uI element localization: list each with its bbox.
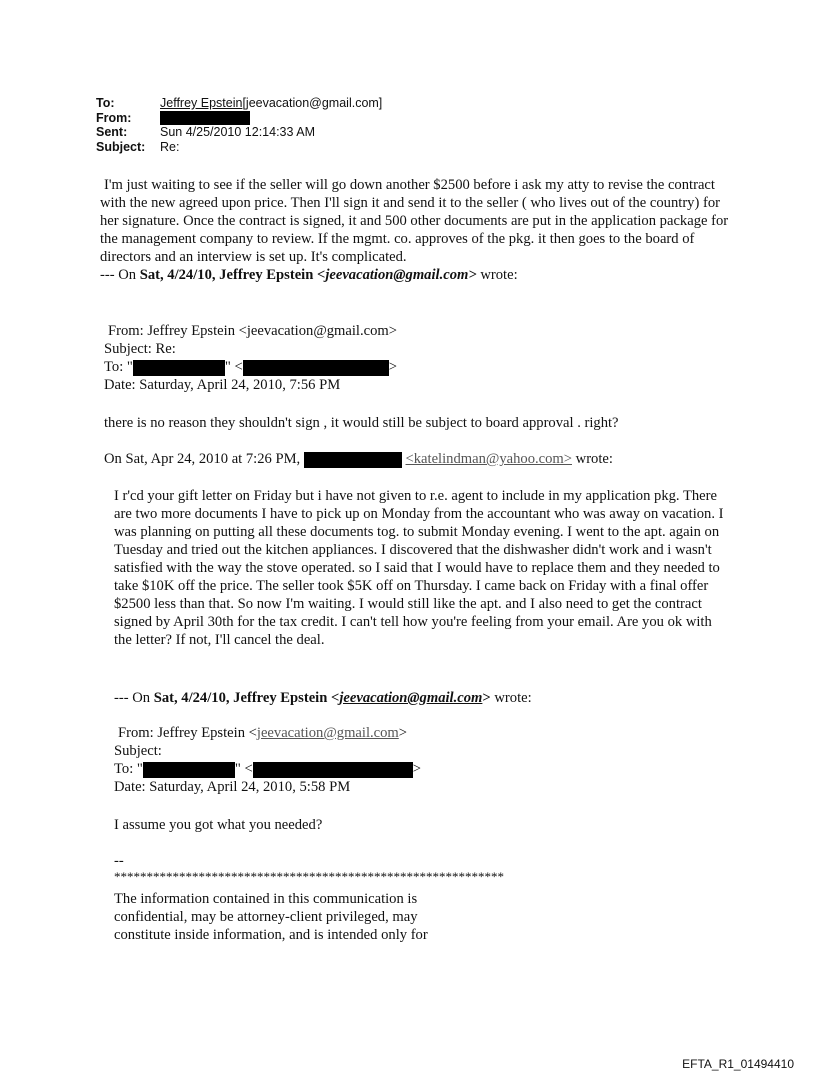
quote-2-subject: Subject: [114,743,162,759]
message-2-body: I r'cd your gift letter on Friday but i have not given to r.e. agent to include in my application pkg. There are two more documents I have to pick up on Monday from the accountant who was away on vacation. I was planning on putting all these documents tog. to submit Monday evening. I went to the apt. again on Tuesday and tried out the kitchen appliances. I discovered that the dishwasher didn't work and i wasn't satisfied with the way the stove operated. so I said that I would have to replace them and they needed to take $10K off the price. The seller took $5K off on Thursday. I came back on Friday with a final offer $2500 less than that. So now I'm waiting. I would still like the apt. and I also need to get the contract signed by April 30th for the tax credit. I can't tell how you're feeling from your email. Are you ok with the letter? If not, I'll cancel the deal. [114,488,724,648]
signature-stars: ************************************************************ [114,869,504,884]
wrote-gt: > [482,690,491,706]
quote-1-date: Date: Saturday, April 24, 2010, 7:56 PM [104,377,341,393]
from-row [96,111,382,126]
to-name: Jeffrey Epstein [160,96,243,110]
message-1 [100,176,730,284]
wrote-email-link[interactable]: jeevacation@gmail.com [339,690,483,706]
wrote-prefix: --- On [114,690,154,706]
quote-2-to [114,760,734,778]
quote-1-from: From: Jeffrey Epstein <jeevacation@gmail.com> [108,323,397,339]
to-value [160,96,382,111]
from-email-link[interactable]: jeevacation@gmail.com [256,725,399,741]
redaction-box [143,762,235,778]
from-suffix: > [398,725,408,741]
redaction-box [243,360,389,376]
quote-1-to [104,358,724,376]
on-prefix: On Sat, Apr 24, 2010 at 7:26 PM, [104,451,304,467]
sent-value: Sun 4/25/2010 12:14:33 AM [160,125,315,139]
wrote-email: <jeevacation@gmail.com> [317,267,477,283]
sent-label: Sent: [96,125,128,139]
wrote-prefix: --- On [100,267,140,283]
wrote-date: Sat, 4/24/10, Jeffrey Epstein [139,267,317,283]
message-1-body: I'm just waiting to see if the seller will go down another $2500 before i ask my atty to revise the contract with the new agreed upon price. Then I'll sign it and send it to the seller ( who lives out of the country) for her signature. Once the contract is signed, it and 500 other documents are put in the application package for the management company to review. If the mgmt. co. approves of the pkg. it then goes to the board of directors and an interview is set up. It's complicated. [100,177,729,265]
on-email-link[interactable]: <katelindman@yahoo.com> [405,451,572,467]
subject-label: Subject: [96,139,146,154]
to-suffix: > [412,761,421,777]
to-label: To: [96,96,115,110]
quote-1-subject [104,340,724,358]
message-2-wrote-line [114,689,734,707]
sent-row [96,125,382,140]
disclaimer-line-2: confidential, may be attorney-client privileged, may [114,909,418,925]
quote-1-on-line [104,450,744,468]
redaction-box [160,111,250,125]
redaction-box [253,762,413,778]
on-suffix: wrote: [572,451,613,467]
quote-2-body: I assume you got what you needed? [114,817,323,833]
subject-label: Subject: [104,341,156,357]
to-row [96,96,382,111]
quote-1-header [104,322,724,394]
message-1-wrote-line [100,266,730,284]
from-prefix: From: Jeffrey Epstein < [118,725,257,741]
subject-value: Re: [155,341,176,357]
quote-2-from [114,724,734,742]
wrote-suffix: wrote: [476,267,518,283]
to-prefix: To: " [114,761,143,777]
wrote-lt: < [331,690,340,706]
quote-2-date: Date: Saturday, April 24, 2010, 5:58 PM [114,779,351,795]
signature-block [114,852,734,944]
wrote-suffix: wrote: [490,690,532,706]
wrote-date: Sat, 4/24/10, Jeffrey Epstein [153,690,331,706]
subject-row [96,140,382,155]
to-prefix: To: " [104,359,133,375]
disclaimer-line-1: The information contained in this communication is [114,891,418,907]
disclaimer-line-3: constitute inside information, and is intended only for [114,927,428,943]
to-email: [jeevacation@gmail.com] [242,96,383,110]
subject-value: Re: [160,139,180,154]
quote-1-body: there is no reason they shouldn't sign , it would still be subject to board approval . right? [104,415,619,431]
redaction-box [304,452,402,468]
to-mid: " < [234,761,253,777]
from-label: From: [96,110,132,125]
redaction-box [133,360,225,376]
quote-2-header [114,724,734,796]
to-mid: " < [224,359,243,375]
email-header [96,96,382,154]
to-suffix: > [388,359,397,375]
document-id: EFTA_R1_01494410 [682,1057,794,1071]
signature-dash: -- [114,853,124,869]
message-2 [114,487,726,649]
